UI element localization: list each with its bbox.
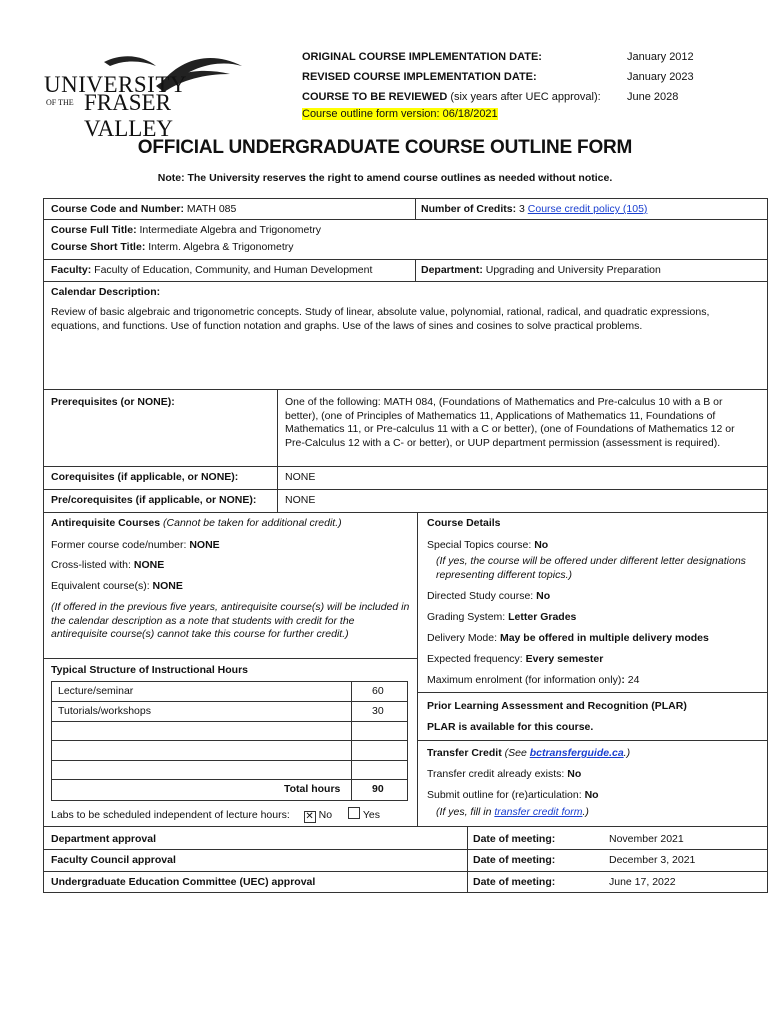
cross-listed: Cross-listed with: NONE [51, 559, 165, 571]
grading-system: Grading System: Letter Grades [427, 611, 577, 623]
hours-heading: Typical Structure of Instructional Hours [51, 664, 248, 676]
approval-label: Faculty Council approval [51, 854, 176, 866]
bctransferguide-link[interactable]: bctransferguide.ca [529, 747, 624, 759]
faculty: Faculty: Faculty of Education, Community, and Human Development [51, 264, 373, 276]
approval-label: Undergraduate Education Committee (UEC) approval [51, 876, 316, 888]
labs-line [51, 807, 380, 823]
logo-line2: FRASER VALLEY [84, 90, 174, 141]
department: Department: Upgrading and University Preparation [421, 264, 661, 276]
original-date-label: ORIGINAL COURSE IMPLEMENTATION DATE: [302, 51, 542, 63]
directed-study: Directed Study course: No [427, 590, 551, 602]
coreq-label: Corequisites (if applicable, or NONE): [51, 471, 239, 483]
expected-frequency: Expected frequency: Every semester [427, 653, 604, 665]
labs-yes-checkbox[interactable] [348, 807, 360, 819]
approval-date: December 3, 2021 [609, 854, 696, 866]
review-date-label: COURSE TO BE REVIEWED [302, 91, 448, 103]
short-title: Course Short Title: Interm. Algebra & Trigonometry [51, 241, 294, 253]
page-title: OFFICIAL UNDERGRADUATE COURSE OUTLINE FORM [137, 137, 633, 158]
credits: Number of Credits: 3 Course credit policy (105) [421, 203, 648, 215]
approval-date: June 17, 2022 [609, 876, 676, 888]
submit-articulation: Submit outline for (re)articulation: No [427, 789, 599, 801]
approval-date: November 2021 [609, 833, 684, 845]
special-topics: Special Topics course: No [427, 539, 549, 551]
review-date-line [302, 91, 601, 103]
university-logo [44, 52, 244, 141]
review-date-note: (six years after UEC approval): [447, 91, 601, 103]
plar-heading: Prior Learning Assessment and Recognition (PLAR) [427, 700, 687, 712]
prereq-value: One of the following: MATH 084, (Foundations of Mathematics and Pre-calculus 10 with a B or better), (one of Principles of Mathematics 11, Applications of Mathematics 11, Foundations of Mathematics 11, or Pre-calculus 11 with a C or better), (one of Foundations of Mathematics 12 or Pre-Calculus 12 with a C- or better), or UUP department permission (assessment is required). [285, 396, 735, 449]
approval-date-label: Date of meeting: [473, 854, 556, 866]
antireq-note: (If offered in the previous five years, antirequisite course(s) will be included in the calendar description as a note that students with credit for the antirequisite course(s) cannot take this course for further credit.) [51, 601, 410, 640]
labs-no-label: No [318, 809, 333, 821]
approval-date-label: Date of meeting: [473, 833, 556, 845]
credit-policy-link[interactable]: Course credit policy (105) [527, 203, 648, 215]
revised-date-value: January 2023 [627, 71, 694, 83]
equivalent-courses: Equivalent course(s): NONE [51, 580, 183, 592]
maximum-enrolment: Maximum enrolment (for information only): 24 [427, 674, 640, 686]
details-heading: Course Details [427, 517, 501, 529]
antireq-heading: Antirequisite Courses (Cannot be taken for additional credit.) [51, 517, 342, 529]
form-version: Course outline form version: 06/18/2021 [302, 108, 498, 120]
hours-row-value: 30 [372, 705, 384, 717]
total-hours-value: 90 [372, 783, 384, 795]
revised-date-label: REVISED COURSE IMPLEMENTATION DATE: [302, 71, 537, 83]
logo-of-the: OF THE [46, 98, 74, 107]
full-title: Course Full Title: Intermediate Algebra and Trigonometry [51, 224, 322, 236]
approval-label: Department approval [51, 833, 157, 845]
coreq-value: NONE [285, 471, 316, 483]
original-date-value: January 2012 [627, 51, 694, 63]
total-hours-label: Total hours [284, 783, 341, 795]
plar-value: PLAR is available for this course. [427, 721, 594, 733]
review-date-value: June 2028 [627, 91, 679, 103]
delivery-mode: Delivery Mode: May be offered in multiple delivery modes [427, 632, 709, 644]
logo-line1: UNIVERSITY [44, 72, 187, 97]
precoreq-value: NONE [285, 494, 316, 506]
course-code: Course Code and Number: MATH 085 [51, 203, 237, 215]
prereq-label: Prerequisites (or NONE): [51, 396, 175, 408]
transfer-credit-form-link[interactable]: transfer credit form [494, 806, 583, 818]
hours-row-label: Tutorials/workshops [58, 705, 151, 717]
special-topics-note: (If yes, the course will be offered under different letter designations representing different topics.) [436, 555, 746, 581]
hours-table [51, 681, 408, 801]
calendar-label: Calendar Description: [51, 286, 161, 298]
precoreq-label: Pre/corequisites (if applicable, or NONE): [51, 494, 257, 506]
former-course: Former course code/number: NONE [51, 539, 220, 551]
hours-row-label: Lecture/seminar [58, 685, 134, 697]
labs-yes-label: Yes [362, 809, 381, 821]
transfer-heading: Transfer Credit (See bctransferguide.ca.) [427, 747, 631, 759]
approval-date-label: Date of meeting: [473, 876, 556, 888]
labs-label: Labs to be scheduled independent of lecture hours: [51, 809, 290, 821]
amend-note: Note: The University reserves the right to amend course outlines as needed without notice. [157, 172, 613, 184]
labs-no-checkbox[interactable]: ✕ [305, 811, 314, 822]
calendar-description: Review of basic algebraic and trigonometric concepts. Study of linear, absolute value, polynomial, rational, radical, and quadratic expressions, equations, and functions. Use of function notation and graphs. Use of the laws of sines and cosines to solve practical problems. [51, 306, 710, 332]
hours-row-value: 60 [372, 685, 384, 697]
transfer-exists: Transfer credit already exists: No [427, 768, 582, 780]
submit-note: (If yes, fill in transfer credit form.) [436, 806, 589, 818]
